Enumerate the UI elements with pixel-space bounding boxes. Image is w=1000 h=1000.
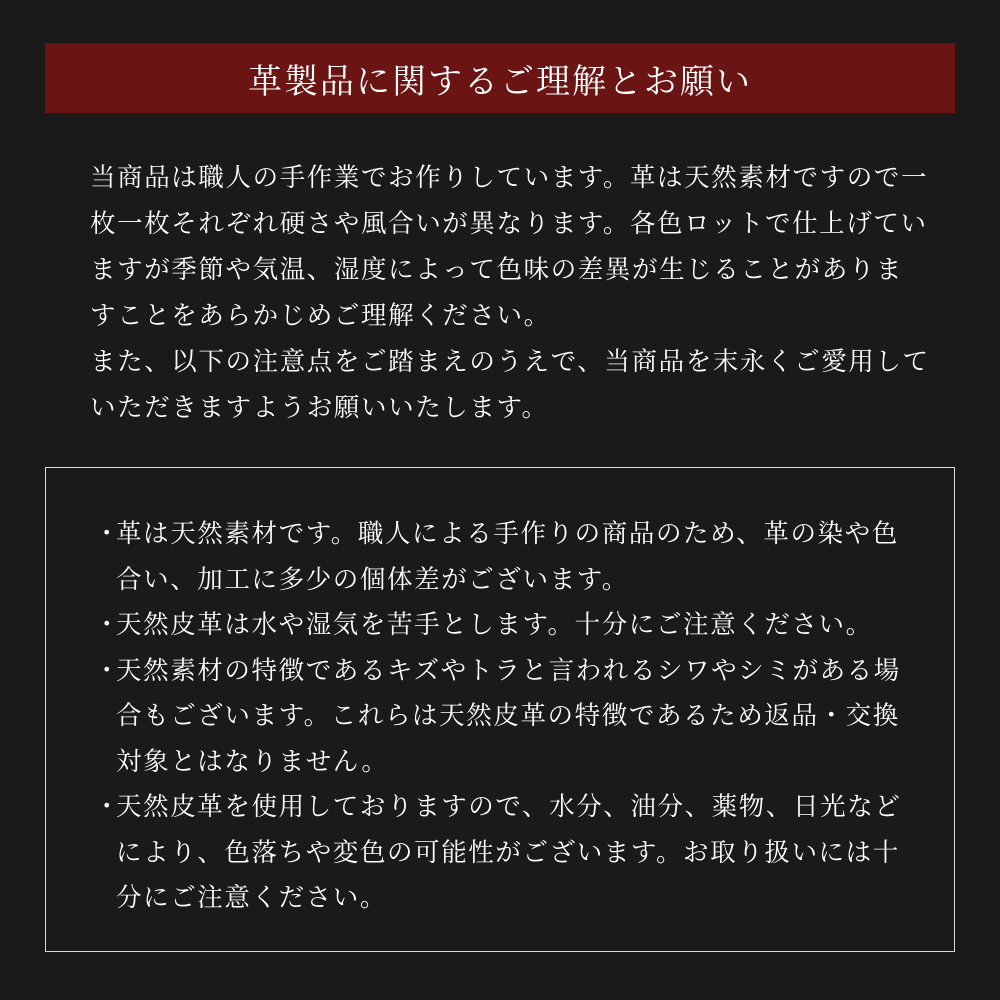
bullet-icon: ・ <box>94 655 122 686</box>
bullet-icon: ・ <box>94 519 122 549</box>
note-text: 天然皮革を使用しておりますので、水分、油分、薬物、日光などにより、色落ちや変色の可能性がございます。お取り扱いには十分にご注意ください。 <box>116 792 902 913</box>
intro-section <box>90 155 930 431</box>
notes-list <box>94 512 924 922</box>
page-title: 革製品に関するご理解とお願い <box>248 61 752 102</box>
note-item <box>94 512 924 603</box>
note-text: 天然皮革は水や湿気を苦手とします。十分にご注意ください。 <box>116 610 873 640</box>
intro-paragraph: また、以下の注意点をご踏まえのうえで、当商品を末永くご愛用していただきますようお願いいたします。 <box>90 347 930 423</box>
intro-paragraph: 当商品は職人の手作業でお作りしています。革は天然素材ですので一枚一枚それぞれ硬さや風合いが異なります。各色ロットで仕上げていますが季節や気温、湿度によって色味の差異が生じることがありますことをあらかじめご理解ください。 <box>90 163 929 331</box>
bullet-icon: ・ <box>94 610 122 640</box>
note-text: 革は天然素材です。職人による手作りの商品のため、革の染や色合い、加工に多少の個体差がございます。 <box>116 519 899 595</box>
note-item <box>94 603 924 649</box>
note-item <box>94 649 924 786</box>
title-banner <box>45 43 955 113</box>
notes-box <box>45 467 955 952</box>
note-text: 天然素材の特徴であるキズやトラと言われるシワやシミがある場合もございます。これらは天然皮革の特徴であるため返品・交換対象とはなりません。 <box>116 655 901 777</box>
note-item <box>94 785 924 922</box>
bullet-icon: ・ <box>94 792 122 822</box>
